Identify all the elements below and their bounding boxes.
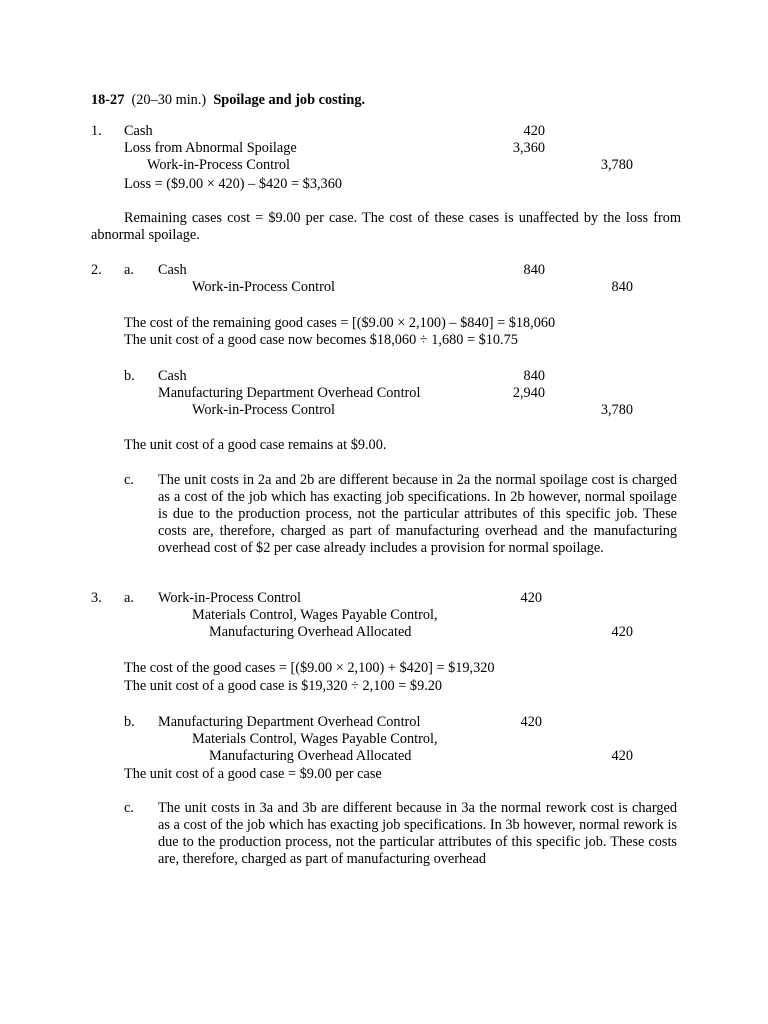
q3b-line1: The unit cost of a good case = $9.00 per case xyxy=(124,766,382,782)
q2b-entry-debit: 840 xyxy=(523,368,545,384)
q3b-credit-account: Manufacturing Overhead Allocated xyxy=(209,748,412,764)
q3b-entry-credit: 420 xyxy=(611,748,633,764)
q2b-entry-account: Manufacturing Department Overhead Control xyxy=(158,385,421,401)
q2c-letter: c. xyxy=(124,472,134,488)
q2b-entry-credit: 3,780 xyxy=(600,402,633,418)
q1-entry-debit: 3,360 xyxy=(512,140,545,156)
q3a-entry-debit: 420 xyxy=(520,590,542,606)
q2a-entry-account: Work-in-Process Control xyxy=(192,279,335,295)
q2a-line1: The cost of the remaining good cases = [($9.00 × 2,100) – $840] = $18,060 xyxy=(124,315,556,331)
q2c-text: The unit costs in 2a and 2b are different because in 2a the normal spoilage cost is charged as a cost of the job which has exacting job specifications. In 2b however, normal spoilage is due to the production process, not the particular attributes of this specific job. These costs are, therefore, charged as part of manufacturing overhead and the manufacturing overhead cost of $2 per case already includes a provision for normal spoilage. xyxy=(158,472,677,556)
q2a-letter: a. xyxy=(124,262,134,278)
q2b-entry-account: Cash xyxy=(158,368,187,384)
q3-number: 3. xyxy=(91,590,102,606)
exercise-number: 18-27 xyxy=(91,92,125,108)
q1-loss-calc: Loss = ($9.00 × 420) – $420 = $3,360 xyxy=(124,176,342,192)
q1-entry-debit: 420 xyxy=(523,123,545,139)
q3a-credit-account: Manufacturing Overhead Allocated xyxy=(209,624,412,640)
q3b-letter: b. xyxy=(124,714,135,730)
q3c-text: The unit costs in 3a and 3b are different because in 3a the normal rework cost is charged as a cost of the job which has exacting job specifications. In 3b however, normal rework is due to the production process, not the particular attributes of this specific job. These costs are, therefore, charged as part of manufacturing overhead xyxy=(158,800,677,867)
q2b-line1: The unit cost of a good case remains at $9.00. xyxy=(124,437,387,453)
q3a-entry-account: Work-in-Process Control xyxy=(158,590,301,606)
q3b-entry-account: Manufacturing Department Overhead Control xyxy=(158,714,421,730)
exercise-title: Spoilage and job costing. xyxy=(213,92,366,108)
q3c-letter: c. xyxy=(124,800,134,816)
q1-number: 1. xyxy=(91,123,102,139)
q3b-entry-debit: 420 xyxy=(520,714,542,730)
exercise-heading xyxy=(91,92,365,109)
q2-number: 2. xyxy=(91,262,102,278)
q2b-entry-account: Work-in-Process Control xyxy=(192,402,335,418)
q2a-entry-account: Cash xyxy=(158,262,187,278)
q3a-credit-line1: Materials Control, Wages Payable Control, xyxy=(192,607,438,623)
q2a-line2: The unit cost of a good case now becomes $18,060 ÷ 1,680 = $10.75 xyxy=(124,332,518,348)
q2b-letter: b. xyxy=(124,368,135,384)
q2b-entry-debit: 2,940 xyxy=(512,385,545,401)
exercise-time: (20–30 min.) xyxy=(131,92,207,108)
q3b-credit-line1: Materials Control, Wages Payable Control, xyxy=(192,731,438,747)
q3a-letter: a. xyxy=(124,590,134,606)
q1-remark: Remaining cases cost = $9.00 per case. The cost of these cases is unaffected by the loss from abnormal spoilage. xyxy=(91,210,681,243)
q2a-entry-debit: 840 xyxy=(523,262,545,278)
q1-entry-account: Work-in-Process Control xyxy=(147,157,290,173)
q1-entry-credit: 3,780 xyxy=(600,157,633,173)
q3a-line1: The cost of the good cases = [($9.00 × 2,100) + $420] = $19,320 xyxy=(124,660,495,676)
q2a-entry-credit: 840 xyxy=(611,279,633,295)
q3a-line2: The unit cost of a good case is $19,320 ÷ 2,100 = $9.20 xyxy=(124,678,443,694)
q1-entry-account: Loss from Abnormal Spoilage xyxy=(124,140,297,156)
q1-entry-account: Cash xyxy=(124,123,153,139)
q3a-entry-credit: 420 xyxy=(611,624,633,640)
